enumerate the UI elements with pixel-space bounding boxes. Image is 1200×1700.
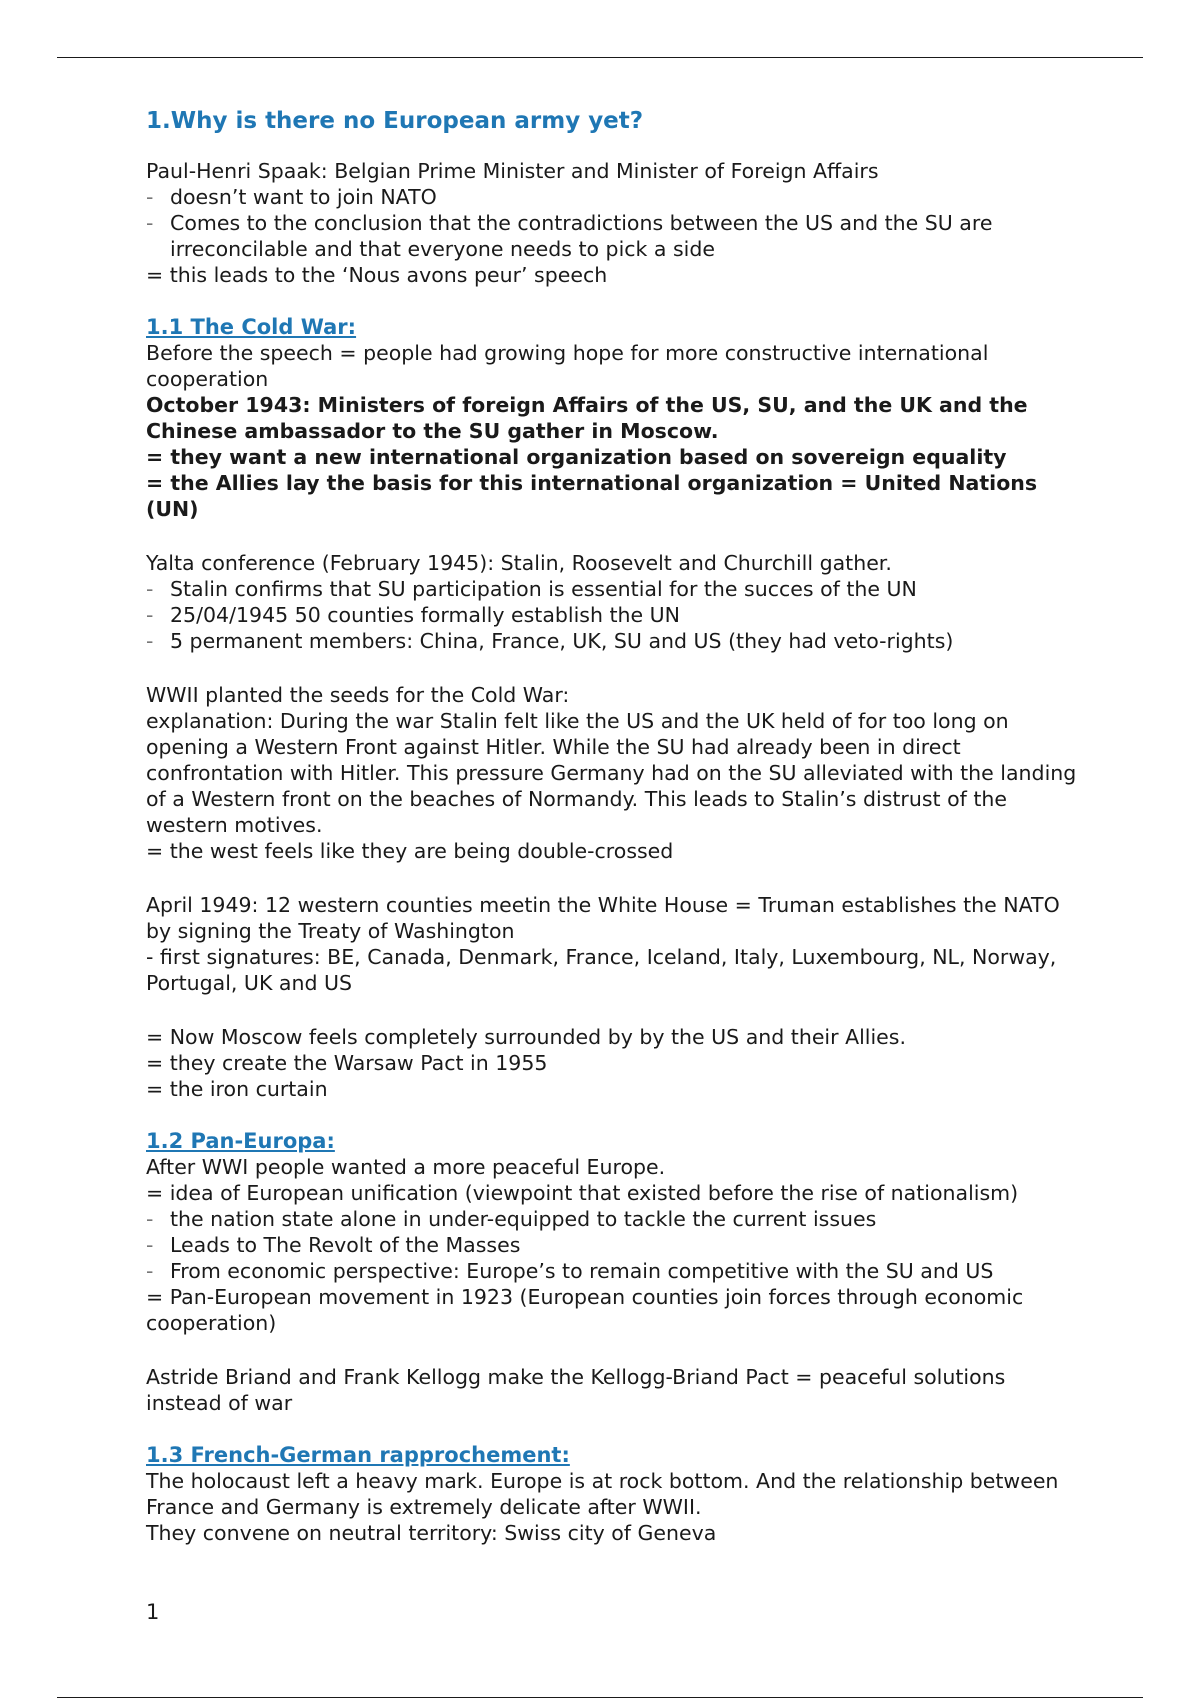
paragraph: They convene on neutral territory: Swiss city of Geneva [146, 1521, 717, 1545]
bold-paragraph: October 1943: Ministers of foreign Affairs of the US, SU, and the UK and the Chinese ambassador to the SU gather in Moscow. [146, 393, 1028, 443]
list-item: - Comes to the conclusion that the contradictions between the US and the SU are irreconcilable and that everyone needs to pick a side [146, 210, 1086, 262]
paragraph: After WWI people wanted a more peaceful Europe. [146, 1155, 666, 1179]
paragraph: WWII planted the seeds for the Cold War: [146, 683, 570, 707]
paragraph: = Pan-European movement in 1923 (European counties join forces through economic cooperation) [146, 1285, 1024, 1335]
section-heading-pan-europa: 1.2 Pan-Europa: [146, 1129, 335, 1153]
list-item: - 5 permanent members: China, France, UK, SU and US (they had veto-rights) [146, 628, 1086, 654]
paragraph: = they create the Warsaw Pact in 1955 [146, 1051, 548, 1075]
list-item: - Leads to The Revolt of the Masses [146, 1232, 1086, 1258]
pan-europa-list [146, 1206, 1086, 1284]
list-item: - Stalin confirms that SU participation is essential for the succes of the UN [146, 576, 1086, 602]
paragraph: = Now Moscow feels completely surrounded by by the US and their Allies. [146, 1025, 906, 1049]
list-item: - the nation state alone in under-equipped to tackle the current issues [146, 1206, 1086, 1232]
paragraph: explanation: During the war Stalin felt like the US and the UK held of for too long on opening a Western Front against Hitler. While the SU had already been in direct confrontation with Hitler. This pressure Germany had on the SU alleviated with the landing of a Western front on the beaches of Normandy. This leads to Stalin’s distrust of the western motives. [146, 709, 1077, 837]
paragraph: Before the speech = people had growing hope for more constructive international cooperation [146, 341, 989, 391]
list-item: - From economic perspective: Europe’s to remain competitive with the SU and US [146, 1258, 1086, 1284]
section-heading-cold-war: 1.1 The Cold War: [146, 315, 357, 339]
paragraph: Astride Briand and Frank Kellogg make the Kellogg-Briand Pact = peaceful solutions instead of war [146, 1365, 1006, 1415]
header-rule [57, 57, 1143, 58]
paragraph: Yalta conference (February 1945): Stalin, Roosevelt and Churchill gather. [146, 551, 892, 575]
intro-list [146, 184, 1086, 262]
list-item: - 25/04/1945 50 counties formally establish the UN [146, 602, 1086, 628]
paragraph: = the iron curtain [146, 1077, 328, 1101]
list-item: - doesn’t want to join NATO [146, 184, 1086, 210]
paragraph: = the west feels like they are being double-crossed [146, 839, 674, 863]
paragraph: April 1949: 12 western counties meetin the White House = Truman establishes the NATO by signing the Treaty of Washington [146, 893, 1060, 943]
paragraph: = idea of European unification (viewpoint that existed before the rise of nationalism) [146, 1181, 1019, 1205]
section-heading-rapprochement: 1.3 French-German rapprochement: [146, 1443, 570, 1467]
page-title: 1.Why is there no European army yet? [146, 108, 644, 134]
document-body [146, 106, 1086, 1546]
intro-lead: Paul-Henri Spaak: Belgian Prime Minister and Minister of Foreign Affairs [146, 159, 879, 183]
yalta-list [146, 576, 1086, 654]
intro-conclusion: = this leads to the ‘Nous avons peur’ speech [146, 263, 608, 287]
page-number: 1 [146, 1600, 160, 1624]
footer-rule [57, 1697, 1143, 1698]
paragraph: The holocaust left a heavy mark. Europe is at rock bottom. And the relationship between France and Germany is extremely delicate after WWII. [146, 1469, 1059, 1519]
bold-paragraph: = they want a new international organization based on sovereign equality [146, 445, 1007, 469]
paragraph: - first signatures: BE, Canada, Denmark, France, Iceland, Italy, Luxembourg, NL, Norway, Portugal, UK and US [146, 945, 1057, 995]
bold-paragraph: = the Allies lay the basis for this international organization = United Nations (UN) [146, 471, 1038, 521]
